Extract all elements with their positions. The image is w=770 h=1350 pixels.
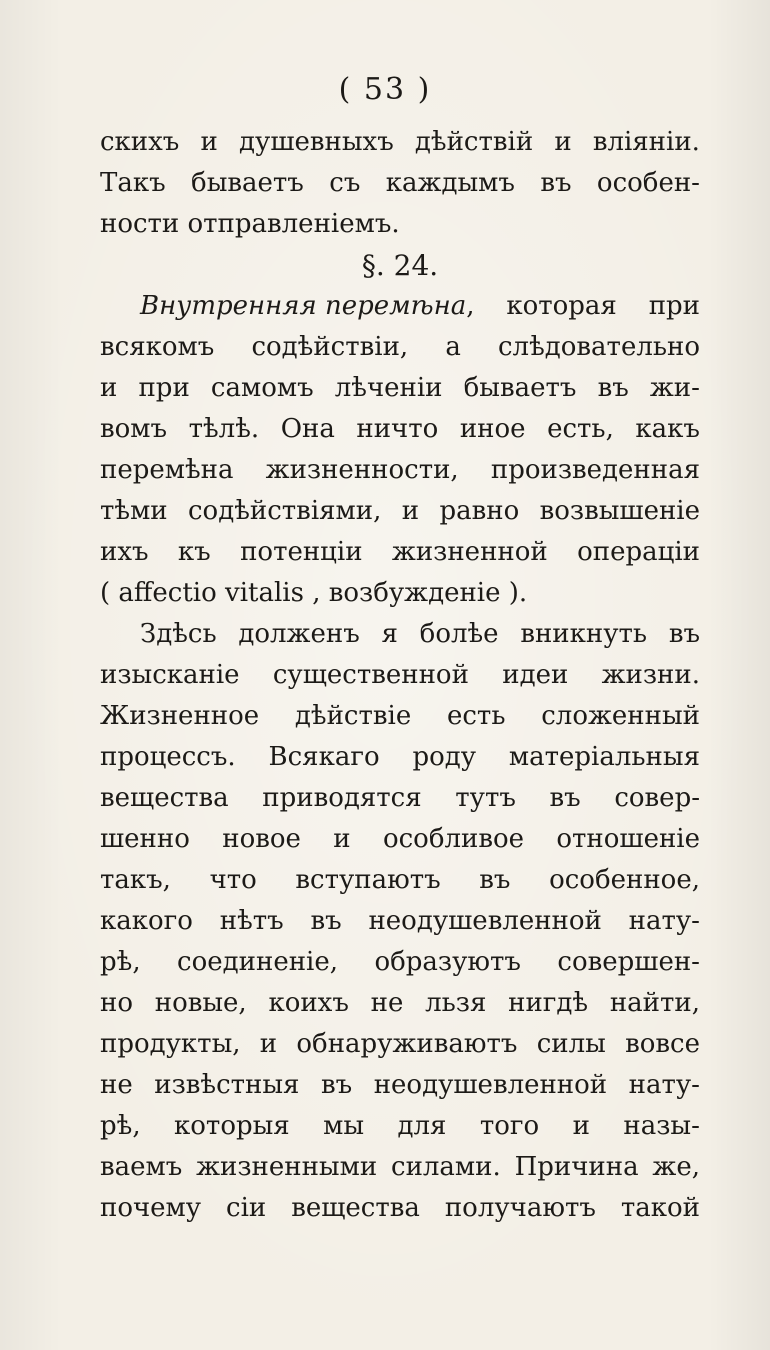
text-line <box>100 778 700 819</box>
word: при <box>648 291 700 321</box>
word: перемѣна <box>100 455 234 485</box>
word: и <box>200 127 218 157</box>
text-line <box>100 1188 700 1229</box>
word: всякомъ <box>100 332 215 362</box>
italic-phrase <box>140 286 475 327</box>
word: есть, <box>547 414 614 444</box>
word: сложенный <box>541 701 700 731</box>
text-line <box>100 1147 700 1188</box>
word: такой <box>620 1193 700 1223</box>
word: силы <box>536 1029 606 1059</box>
word: слѣдовательно <box>498 332 700 362</box>
word: тѣлѣ. <box>188 414 260 444</box>
word: возвышеніе <box>539 496 700 526</box>
word: шенно <box>100 824 190 854</box>
text-line <box>100 491 700 532</box>
word: произведенная <box>490 455 700 485</box>
word: соединеніе, <box>177 947 338 977</box>
word: неодушевленной <box>368 906 602 936</box>
word: Причина <box>514 1152 639 1182</box>
text-line <box>100 737 700 778</box>
word: въ <box>549 783 581 813</box>
text-line: ( affectio vitalis , возбужденіе ). <box>100 578 528 608</box>
text-line <box>100 327 700 368</box>
word: совер- <box>614 783 700 813</box>
body-text <box>100 122 700 1229</box>
word: ихъ <box>100 537 149 567</box>
word: вовсе <box>625 1029 700 1059</box>
word: новое <box>222 824 301 854</box>
word: почему <box>100 1193 202 1223</box>
word: содѣйствіями, <box>188 496 382 526</box>
word: ничто <box>356 414 439 444</box>
word: особенное, <box>549 865 700 895</box>
word: того <box>479 1111 540 1141</box>
word: въ <box>540 168 572 198</box>
text-line <box>100 122 700 163</box>
text-line <box>100 655 700 696</box>
word: существенной <box>272 660 469 690</box>
word: же, <box>652 1152 700 1182</box>
word: жизненности, <box>265 455 459 485</box>
word: къ <box>177 537 211 567</box>
section-number: §. 24. <box>361 249 439 282</box>
word: изысканіе <box>100 660 240 690</box>
word: которыя <box>174 1111 290 1141</box>
word: жизненной <box>391 537 548 567</box>
word: неодушевленной <box>373 1070 608 1100</box>
word: душевныхъ <box>239 127 394 157</box>
text-line <box>100 368 700 409</box>
text-line <box>100 532 700 573</box>
word: и <box>401 496 420 526</box>
word: Жизненное <box>100 701 260 731</box>
word: идеи <box>502 660 569 690</box>
word: для <box>397 1111 447 1141</box>
page-number: ( 53 ) <box>338 72 432 107</box>
word: получаютъ <box>444 1193 596 1223</box>
word: жизни. <box>601 660 700 690</box>
text-line <box>100 1065 700 1106</box>
word: особливое <box>382 824 525 854</box>
text-line <box>100 163 700 204</box>
word: и <box>259 1029 278 1059</box>
word: въ <box>310 906 342 936</box>
word: бываетъ <box>463 373 577 403</box>
word: жи- <box>649 373 700 403</box>
word: вещества <box>100 783 229 813</box>
word: тутъ <box>455 783 516 813</box>
word: Всякаго <box>268 742 380 772</box>
word: вникнуть <box>520 619 648 649</box>
word: въ <box>668 619 700 649</box>
word: извѣстныя <box>154 1070 300 1100</box>
word: особен- <box>596 168 700 198</box>
word: нату- <box>628 1070 700 1100</box>
word: какъ <box>635 414 700 444</box>
text-line <box>100 614 700 655</box>
word: и <box>333 824 351 854</box>
word: коихъ <box>268 988 349 1018</box>
word: тѣми <box>100 496 168 526</box>
text-line <box>100 409 700 450</box>
word: продукты, <box>100 1029 241 1059</box>
word: совершен- <box>557 947 700 977</box>
word: силами. <box>391 1152 501 1182</box>
text-line <box>100 819 700 860</box>
word: но <box>100 988 133 1018</box>
text-line <box>100 1106 700 1147</box>
word: дѣйствіе <box>294 701 412 731</box>
word: сіи <box>226 1193 267 1223</box>
word: бываетъ <box>191 168 304 198</box>
word: скихъ <box>100 127 180 157</box>
word: Здѣсь <box>140 619 217 649</box>
word: каждымъ <box>385 168 515 198</box>
word: какого <box>100 906 193 936</box>
word: отношеніе <box>556 824 700 854</box>
word: иное <box>459 414 526 444</box>
word: и <box>100 373 118 403</box>
word: лѣченіи <box>334 373 443 403</box>
word: что <box>209 865 257 895</box>
word: которая <box>506 291 617 321</box>
word: нату- <box>628 906 700 936</box>
word: долженъ <box>238 619 360 649</box>
text-line <box>100 901 700 942</box>
word: и <box>554 127 572 157</box>
word: приводятся <box>262 783 422 813</box>
text-line <box>100 696 700 737</box>
word: нигдѣ <box>508 988 589 1018</box>
word: при <box>138 373 190 403</box>
word: процессъ. <box>100 742 236 772</box>
word: такъ, <box>100 865 171 895</box>
word: не <box>370 988 404 1018</box>
word: вомъ <box>100 414 168 444</box>
word: содѣйствіи, <box>251 332 409 362</box>
word: жизненными <box>196 1152 378 1182</box>
section-heading <box>100 245 700 286</box>
word: льзя <box>425 988 487 1018</box>
word: болѣе <box>419 619 499 649</box>
word: въ <box>479 865 511 895</box>
text-line: ности отправленіемъ. <box>100 209 400 239</box>
text-line <box>100 983 700 1024</box>
text-line <box>100 860 700 901</box>
word: въ <box>320 1070 353 1100</box>
word: рѣ, <box>100 947 141 977</box>
word: а <box>445 332 461 362</box>
word: матеріальныя <box>508 742 700 772</box>
word: роду <box>412 742 477 772</box>
word: новые, <box>154 988 247 1018</box>
text-line <box>100 450 700 491</box>
word: обнаруживаютъ <box>296 1029 518 1059</box>
text-line <box>100 1024 700 1065</box>
word: вещества <box>291 1193 420 1223</box>
word: дѣйствій <box>414 127 534 157</box>
word: мы <box>323 1111 365 1141</box>
text-line <box>100 286 700 327</box>
word: вступаютъ <box>295 865 441 895</box>
word: образуютъ <box>374 947 521 977</box>
word: есть <box>446 701 506 731</box>
text-line <box>100 942 700 983</box>
word: самомъ <box>210 373 314 403</box>
word: въ <box>597 373 629 403</box>
punctuation: , <box>466 291 475 321</box>
word: операціи <box>577 537 700 567</box>
word: назы- <box>623 1111 700 1141</box>
word: ваемъ <box>100 1152 183 1182</box>
italic-term: Внутренняя перемѣна <box>140 291 467 321</box>
word: и <box>572 1111 590 1141</box>
word: не <box>100 1070 133 1100</box>
word: нѣтъ <box>219 906 284 936</box>
word: Такъ <box>100 168 166 198</box>
word: я <box>381 619 398 649</box>
word: потенціи <box>240 537 363 567</box>
word: рѣ, <box>100 1111 141 1141</box>
word: вліяніи. <box>592 127 700 157</box>
word: равно <box>439 496 520 526</box>
word: Она <box>280 414 335 444</box>
word: найти, <box>609 988 700 1018</box>
word: съ <box>329 168 361 198</box>
